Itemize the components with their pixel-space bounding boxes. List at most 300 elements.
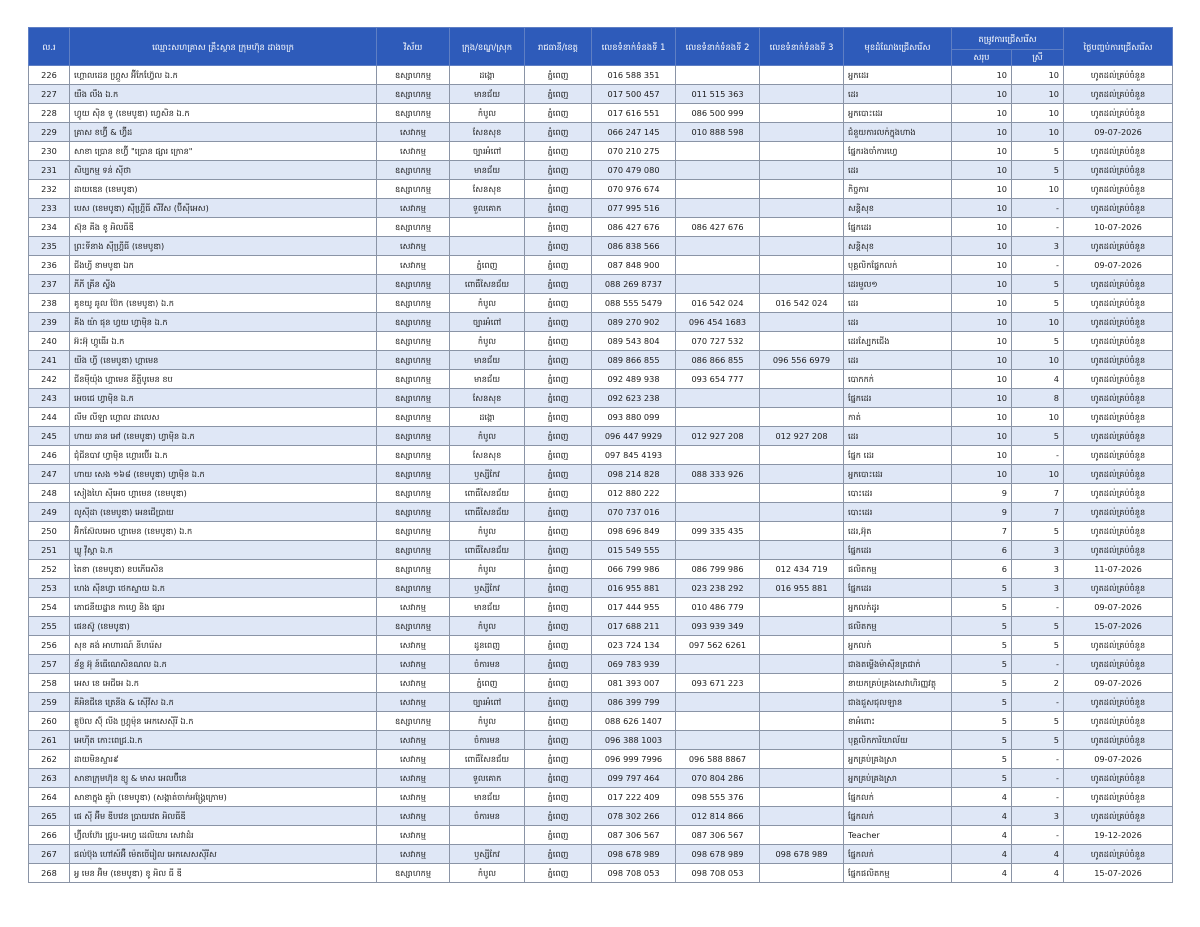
cell-deadline: ហូតដល់គ្រប់ចំនួន bbox=[1064, 788, 1173, 807]
cell-phone-1: 098 696 849 bbox=[592, 522, 676, 541]
cell-no: 248 bbox=[29, 484, 70, 503]
table-row bbox=[29, 788, 1173, 807]
cell-deadline: 15-07-2026 bbox=[1064, 864, 1173, 883]
table-row bbox=[29, 484, 1173, 503]
cell-total: 5 bbox=[952, 693, 1012, 712]
cell-district: សែនសុខ bbox=[450, 123, 525, 142]
cell-sector: សេវាកម្ម bbox=[377, 674, 450, 693]
table-row bbox=[29, 446, 1173, 465]
cell-province: ភ្នំពេញ bbox=[525, 275, 592, 294]
cell-total: 10 bbox=[952, 256, 1012, 275]
cell-sector: ឧស្សាហកម្ម bbox=[377, 313, 450, 332]
cell-company: បេស (ខេមបូឌា) ស៊ីហ្គ្រីធី សឺវីស (ប៊ីស៊ីអេស) bbox=[70, 199, 377, 218]
cell-company: គីង យ៉ា ផុន ហ្វយ ហ្វាម៉ិន ឯ.ក bbox=[70, 313, 377, 332]
cell-district: ច្បារអំពៅ bbox=[450, 693, 525, 712]
cell-deadline: ហូតដល់គ្រប់ចំនួន bbox=[1064, 66, 1173, 85]
table-row bbox=[29, 199, 1173, 218]
header-sector: វិស័យ bbox=[377, 28, 450, 66]
cell-phone-2: 093 671 223 bbox=[676, 674, 760, 693]
cell-no: 246 bbox=[29, 446, 70, 465]
cell-phone-1: 012 880 222 bbox=[592, 484, 676, 503]
cell-total: 5 bbox=[952, 731, 1012, 750]
cell-female: 5 bbox=[1012, 332, 1064, 351]
cell-female: - bbox=[1012, 218, 1064, 237]
cell-company: ហ្វ៊ីលហ៊ែរ ជ្រូប-អេហ្វ ដេលិយារ សេវាដំរ bbox=[70, 826, 377, 845]
cell-province: ភ្នំពេញ bbox=[525, 294, 592, 313]
cell-district: ឫស្សីកែវ bbox=[450, 465, 525, 484]
cell-company: យីង ហ្វី (ខេមបូឌា) ហ្គាមេន bbox=[70, 351, 377, 370]
cell-phone-1: 093 880 099 bbox=[592, 408, 676, 427]
cell-phone-3 bbox=[760, 598, 844, 617]
cell-company: អេហ៊ីត កោះពេជ្រ.ឯ.ក bbox=[70, 731, 377, 750]
cell-company: សៀងហៃ ស៊ីអេច ហ្គាមេន (ខេមបូឌា) bbox=[70, 484, 377, 503]
cell-deadline: ហូតដល់គ្រប់ចំនួន bbox=[1064, 636, 1173, 655]
header-recruit: តម្រូវការជ្រើសរើស bbox=[952, 28, 1064, 50]
cell-total: 10 bbox=[952, 123, 1012, 142]
cell-phone-2 bbox=[676, 275, 760, 294]
cell-company: ហ្វូយ ស៊ិន ទូ (ខេមបូឌា) ហ្វេសិន ឯ.ក bbox=[70, 104, 377, 123]
cell-phone-3 bbox=[760, 180, 844, 199]
cell-position: បោកកក់ bbox=[844, 370, 952, 389]
cell-position: ផ្នែកដេរ bbox=[844, 389, 952, 408]
cell-company: ហាយ សេង ១៦៨ (ខេមបូឌា) ហ្វាម៉ិន ឯ.ក bbox=[70, 465, 377, 484]
cell-phone-1: 016 955 881 bbox=[592, 579, 676, 598]
cell-phone-2 bbox=[676, 712, 760, 731]
header-phone-1: លេខទំនាក់ទំនងទី 1 bbox=[592, 28, 676, 66]
cell-position: សន្តិសុខ bbox=[844, 199, 952, 218]
cell-total: 5 bbox=[952, 674, 1012, 693]
cell-no: 232 bbox=[29, 180, 70, 199]
cell-female: 10 bbox=[1012, 313, 1064, 332]
cell-total: 10 bbox=[952, 313, 1012, 332]
cell-total: 10 bbox=[952, 104, 1012, 123]
cell-no: 251 bbox=[29, 541, 70, 560]
cell-province: ភ្នំពេញ bbox=[525, 180, 592, 199]
cell-province: ភ្នំពេញ bbox=[525, 826, 592, 845]
header-deadline: ថ្ងៃបញ្ចប់ការជ្រើសរើស bbox=[1064, 28, 1173, 66]
cell-company: អ្វ មេន អ៊ិម (ខេមបូឌា) ខូ អិល ធី ឌី bbox=[70, 864, 377, 883]
cell-phone-1: 017 688 211 bbox=[592, 617, 676, 636]
cell-total: 10 bbox=[952, 465, 1012, 484]
cell-phone-1: 096 388 1003 bbox=[592, 731, 676, 750]
cell-phone-3 bbox=[760, 731, 844, 750]
cell-female: 5 bbox=[1012, 636, 1064, 655]
cell-company: សុខ គង់ អាហារណ៍ នីហរ៉េស bbox=[70, 636, 377, 655]
cell-female: 3 bbox=[1012, 560, 1064, 579]
cell-district: កំបូល bbox=[450, 864, 525, 883]
cell-sector: ឧស្សាហកម្ម bbox=[377, 560, 450, 579]
cell-total: 6 bbox=[952, 541, 1012, 560]
cell-no: 227 bbox=[29, 85, 70, 104]
cell-phone-3 bbox=[760, 465, 844, 484]
cell-no: 240 bbox=[29, 332, 70, 351]
cell-phone-3: 098 678 989 bbox=[760, 845, 844, 864]
cell-position: អ្នកបោះដេរ bbox=[844, 104, 952, 123]
cell-sector: សេវាកម្ម bbox=[377, 807, 450, 826]
cell-no: 235 bbox=[29, 237, 70, 256]
cell-total: 10 bbox=[952, 446, 1012, 465]
cell-phone-2: 070 727 532 bbox=[676, 332, 760, 351]
cell-no: 255 bbox=[29, 617, 70, 636]
cell-female: - bbox=[1012, 788, 1064, 807]
cell-no: 266 bbox=[29, 826, 70, 845]
cell-district: ទួលគោក bbox=[450, 769, 525, 788]
cell-district: ភ្នំពេញ bbox=[450, 256, 525, 275]
cell-province: ភ្នំពេញ bbox=[525, 769, 592, 788]
cell-female: - bbox=[1012, 655, 1064, 674]
cell-position: ផ្នែក ដេរ bbox=[844, 446, 952, 465]
header-company: ឈ្មោះសហគ្រាស គ្រឹះស្ថាន ក្រុមហ៊ុន ដាងចក្រ bbox=[70, 28, 377, 66]
cell-no: 233 bbox=[29, 199, 70, 218]
cell-phone-2 bbox=[676, 237, 760, 256]
cell-no: 267 bbox=[29, 845, 70, 864]
cell-phone-3 bbox=[760, 256, 844, 275]
cell-female: - bbox=[1012, 199, 1064, 218]
cell-deadline: ហូតដល់គ្រប់ចំនួន bbox=[1064, 541, 1173, 560]
cell-female: - bbox=[1012, 769, 1064, 788]
cell-female: 4 bbox=[1012, 370, 1064, 389]
cell-sector: ឧស្សាហកម្ម bbox=[377, 503, 450, 522]
cell-total: 4 bbox=[952, 864, 1012, 883]
cell-phone-3 bbox=[760, 161, 844, 180]
cell-company: គ្រាស ខហ្វ៊ី & ហ្វ៊ីដ bbox=[70, 123, 377, 142]
cell-position: ផ្នែកដេរ bbox=[844, 218, 952, 237]
cell-district: ច្បារអំពៅ bbox=[450, 313, 525, 332]
cell-female: 5 bbox=[1012, 731, 1064, 750]
table-row bbox=[29, 674, 1173, 693]
cell-district: ភ្នំពេញ bbox=[450, 674, 525, 693]
cell-position: ផ្នែកលក់ bbox=[844, 845, 952, 864]
cell-female: 7 bbox=[1012, 484, 1064, 503]
cell-female: 7 bbox=[1012, 503, 1064, 522]
cell-deadline: ហូតដល់គ្រប់ចំនួន bbox=[1064, 693, 1173, 712]
cell-province: ភ្នំពេញ bbox=[525, 104, 592, 123]
cell-female: 4 bbox=[1012, 864, 1064, 883]
cell-deadline: ហូតដល់គ្រប់ចំនួន bbox=[1064, 142, 1173, 161]
cell-total: 10 bbox=[952, 294, 1012, 313]
cell-district bbox=[450, 826, 525, 845]
cell-phone-1: 099 797 464 bbox=[592, 769, 676, 788]
cell-phone-1: 089 543 804 bbox=[592, 332, 676, 351]
cell-phone-1: 017 222 409 bbox=[592, 788, 676, 807]
cell-female: 4 bbox=[1012, 845, 1064, 864]
cell-sector: ឧស្សាហកម្ម bbox=[377, 427, 450, 446]
cell-sector: ឧស្សាហកម្ម bbox=[377, 408, 450, 427]
cell-company: ស៊ុន គីង ខូ អិលធីឌី bbox=[70, 218, 377, 237]
cell-female: - bbox=[1012, 598, 1064, 617]
cell-no: 249 bbox=[29, 503, 70, 522]
cell-sector: សេវាកម្ម bbox=[377, 598, 450, 617]
cell-female: 5 bbox=[1012, 275, 1064, 294]
cell-female: - bbox=[1012, 446, 1064, 465]
cell-total: 10 bbox=[952, 66, 1012, 85]
cell-company: អ៊ះអ៊ុ ហ្គូធើរ ឯ.ក bbox=[70, 332, 377, 351]
cell-sector: ឧស្សាហកម្ម bbox=[377, 465, 450, 484]
cell-phone-3 bbox=[760, 370, 844, 389]
cell-female: - bbox=[1012, 826, 1064, 845]
cell-sector: សេវាកម្ម bbox=[377, 750, 450, 769]
cell-phone-1: 089 866 855 bbox=[592, 351, 676, 370]
cell-phone-1: 070 210 275 bbox=[592, 142, 676, 161]
cell-phone-2: 099 335 435 bbox=[676, 522, 760, 541]
table-row bbox=[29, 332, 1173, 351]
cell-province: ភ្នំពេញ bbox=[525, 313, 592, 332]
cell-phone-2: 010 888 598 bbox=[676, 123, 760, 142]
cell-phone-2 bbox=[676, 484, 760, 503]
cell-deadline: 09-07-2026 bbox=[1064, 674, 1173, 693]
cell-phone-3: 012 927 208 bbox=[760, 427, 844, 446]
cell-deadline: 09-07-2026 bbox=[1064, 750, 1173, 769]
cell-phone-2: 088 333 926 bbox=[676, 465, 760, 484]
cell-province: ភ្នំពេញ bbox=[525, 85, 592, 104]
cell-phone-3 bbox=[760, 541, 844, 560]
cell-deadline: ហូតដល់គ្រប់ចំនួន bbox=[1064, 731, 1173, 750]
cell-district: មានជ័យ bbox=[450, 161, 525, 180]
cell-province: ភ្នំពេញ bbox=[525, 465, 592, 484]
cell-province: ភ្នំពេញ bbox=[525, 123, 592, 142]
cell-company: ដាយមិនស្ទារ៩ bbox=[70, 750, 377, 769]
cell-district: កំបូល bbox=[450, 332, 525, 351]
cell-total: 9 bbox=[952, 503, 1012, 522]
cell-district: ពោធិ៍សែនជ័យ bbox=[450, 275, 525, 294]
cell-total: 4 bbox=[952, 826, 1012, 845]
cell-deadline: ហូតដល់គ្រប់ចំនួន bbox=[1064, 503, 1173, 522]
cell-deadline: ហូតដល់គ្រប់ចំនួន bbox=[1064, 427, 1173, 446]
cell-sector: ឧស្សាហកម្ម bbox=[377, 332, 450, 351]
cell-deadline: ហូតដល់គ្រប់ចំនួន bbox=[1064, 104, 1173, 123]
cell-phone-1: 015 549 555 bbox=[592, 541, 676, 560]
table-row bbox=[29, 408, 1173, 427]
cell-deadline: ហូតដល់គ្រប់ចំនួន bbox=[1064, 446, 1173, 465]
cell-position: អ្នកគ្រប់គ្រងស្រា bbox=[844, 750, 952, 769]
cell-district: មានជ័យ bbox=[450, 370, 525, 389]
cell-phone-3 bbox=[760, 85, 844, 104]
cell-total: 5 bbox=[952, 636, 1012, 655]
cell-phone-3 bbox=[760, 674, 844, 693]
cell-district: ទួលគោក bbox=[450, 199, 525, 218]
cell-deadline: ហូតដល់គ្រប់ចំនួន bbox=[1064, 408, 1173, 427]
cell-female: 5 bbox=[1012, 522, 1064, 541]
cell-phone-2: 086 799 986 bbox=[676, 560, 760, 579]
table-row bbox=[29, 693, 1173, 712]
table-row bbox=[29, 66, 1173, 85]
cell-position: ដេរ bbox=[844, 427, 952, 446]
cell-district: មានជ័យ bbox=[450, 598, 525, 617]
cell-deadline: ហូតដល់គ្រប់ចំនួន bbox=[1064, 655, 1173, 674]
cell-no: 243 bbox=[29, 389, 70, 408]
cell-sector: សេវាកម្ម bbox=[377, 636, 450, 655]
cell-total: 4 bbox=[952, 845, 1012, 864]
cell-position: ដេរមួល១ bbox=[844, 275, 952, 294]
cell-phone-2 bbox=[676, 256, 760, 275]
cell-province: ភ្នំពេញ bbox=[525, 579, 592, 598]
cell-position: ជាងជួសជុលឡាន bbox=[844, 693, 952, 712]
table-row bbox=[29, 389, 1173, 408]
cell-no: 254 bbox=[29, 598, 70, 617]
table-row bbox=[29, 826, 1173, 845]
cell-province: ភ្នំពេញ bbox=[525, 731, 592, 750]
cell-female: 5 bbox=[1012, 712, 1064, 731]
cell-total: 10 bbox=[952, 408, 1012, 427]
cell-female: 2 bbox=[1012, 674, 1064, 693]
cell-province: ភ្នំពេញ bbox=[525, 446, 592, 465]
cell-company: គ្លូប៊ល ស៊ុ៍ លីង ហ្គ្រុម៉ុន អេកសេស៊ីរី ឯ.ក bbox=[70, 712, 377, 731]
cell-sector: ឧស្សាហកម្ម bbox=[377, 161, 450, 180]
cell-province: ភ្នំពេញ bbox=[525, 484, 592, 503]
cell-district bbox=[450, 237, 525, 256]
cell-district: កំបូល bbox=[450, 560, 525, 579]
cell-phone-1: 069 783 939 bbox=[592, 655, 676, 674]
cell-sector: សេវាកម្ម bbox=[377, 237, 450, 256]
cell-sector: ឧស្សាហកម្ម bbox=[377, 617, 450, 636]
cell-phone-3 bbox=[760, 617, 844, 636]
cell-female: 10 bbox=[1012, 123, 1064, 142]
cell-position: ខាអំពោះ bbox=[844, 712, 952, 731]
cell-province: ភ្នំពេញ bbox=[525, 142, 592, 161]
cell-province: ភ្នំពេញ bbox=[525, 218, 592, 237]
cell-phone-3 bbox=[760, 332, 844, 351]
cell-province: ភ្នំពេញ bbox=[525, 370, 592, 389]
cell-company: ភោជនីយដ្ឋាន កាហ្វេ និង ផ្សារ bbox=[70, 598, 377, 617]
cell-no: 268 bbox=[29, 864, 70, 883]
cell-total: 10 bbox=[952, 237, 1012, 256]
cell-position: ផ្នែកលក់ bbox=[844, 788, 952, 807]
cell-phone-3: 016 955 881 bbox=[760, 579, 844, 598]
header-total: សរុប bbox=[952, 50, 1012, 66]
cell-phone-2 bbox=[676, 142, 760, 161]
cell-phone-3 bbox=[760, 408, 844, 427]
cell-province: ភ្នំពេញ bbox=[525, 522, 592, 541]
cell-sector: ឧស្សាហកម្ម bbox=[377, 370, 450, 389]
cell-phone-1: 017 500 457 bbox=[592, 85, 676, 104]
cell-province: ភ្នំពេញ bbox=[525, 712, 592, 731]
table-row bbox=[29, 636, 1173, 655]
cell-position: ផលិតកម្ម bbox=[844, 617, 952, 636]
cell-phone-1: 096 999 7996 bbox=[592, 750, 676, 769]
cell-position: អ្នកលក់ bbox=[844, 636, 952, 655]
cell-phone-2: 011 515 363 bbox=[676, 85, 760, 104]
cell-total: 10 bbox=[952, 142, 1012, 161]
cell-sector: សេវាកម្ម bbox=[377, 655, 450, 674]
cell-province: ភ្នំពេញ bbox=[525, 332, 592, 351]
cell-deadline: ហូតដល់គ្រប់ចំនួន bbox=[1064, 180, 1173, 199]
cell-phone-1: 088 626 1407 bbox=[592, 712, 676, 731]
cell-phone-3: 096 556 6979 bbox=[760, 351, 844, 370]
cell-phone-2 bbox=[676, 541, 760, 560]
cell-no: 253 bbox=[29, 579, 70, 598]
cell-no: 241 bbox=[29, 351, 70, 370]
cell-position: ដេរស្បែកជើង bbox=[844, 332, 952, 351]
cell-sector: ឧស្សាហកម្ម bbox=[377, 218, 450, 237]
cell-district: មានជ័យ bbox=[450, 85, 525, 104]
cell-phone-2 bbox=[676, 199, 760, 218]
cell-total: 10 bbox=[952, 332, 1012, 351]
cell-district: ចំការមន bbox=[450, 807, 525, 826]
cell-phone-1: 092 623 238 bbox=[592, 389, 676, 408]
cell-phone-3 bbox=[760, 864, 844, 883]
table-row bbox=[29, 598, 1173, 617]
cell-deadline: ហូតដល់គ្រប់ចំនួន bbox=[1064, 237, 1173, 256]
cell-company: ជីនម៉ីយ៉ុង ហ្គាមេន នីត្ទីបូមេន ខប bbox=[70, 370, 377, 389]
cell-sector: ឧស្សាហកម្ម bbox=[377, 180, 450, 199]
cell-no: 226 bbox=[29, 66, 70, 85]
header-province: រាជធានី/ខេត្ត bbox=[525, 28, 592, 66]
cell-company: គូខយូ ឆូល ប៊ែក (ខេមបូឌា) ឯ.ក bbox=[70, 294, 377, 313]
cell-phone-3 bbox=[760, 389, 844, 408]
cell-province: ភ្នំពេញ bbox=[525, 161, 592, 180]
table-row bbox=[29, 465, 1173, 484]
cell-female: 10 bbox=[1012, 85, 1064, 104]
cell-phone-3 bbox=[760, 484, 844, 503]
cell-total: 4 bbox=[952, 807, 1012, 826]
table-row bbox=[29, 142, 1173, 161]
cell-deadline: ហូតដល់គ្រប់ចំនួន bbox=[1064, 807, 1173, 826]
table-row bbox=[29, 560, 1173, 579]
cell-sector: ឧស្សាហកម្ម bbox=[377, 294, 450, 313]
cell-phone-3 bbox=[760, 693, 844, 712]
cell-company: ផល់ប៊ុង ហៅស៍អ៊ឺ ម៉េតចើរៀល អេកសេសស៊ីរីស bbox=[70, 845, 377, 864]
cell-province: ភ្នំពេញ bbox=[525, 655, 592, 674]
cell-sector: សេវាកម្ម bbox=[377, 788, 450, 807]
cell-position: អ្នកគ្រប់គ្រងស្រា bbox=[844, 769, 952, 788]
cell-deadline: ហូតដល់គ្រប់ចំនួន bbox=[1064, 465, 1173, 484]
cell-phone-1: 017 444 955 bbox=[592, 598, 676, 617]
cell-total: 10 bbox=[952, 389, 1012, 408]
cell-deadline: 19-12-2026 bbox=[1064, 826, 1173, 845]
cell-no: 239 bbox=[29, 313, 70, 332]
cell-female: 5 bbox=[1012, 617, 1064, 636]
cell-female: 5 bbox=[1012, 294, 1064, 313]
cell-total: 7 bbox=[952, 522, 1012, 541]
cell-district: ឫស្សីកែវ bbox=[450, 845, 525, 864]
cell-phone-1: 089 270 902 bbox=[592, 313, 676, 332]
cell-company: ព្រះទីនាង ស៊ីហ្គ្រីធី (ខេមបូឌា) bbox=[70, 237, 377, 256]
cell-position: Teacher bbox=[844, 826, 952, 845]
table-row bbox=[29, 104, 1173, 123]
cell-no: 263 bbox=[29, 769, 70, 788]
cell-phone-1: 086 427 676 bbox=[592, 218, 676, 237]
cell-total: 9 bbox=[952, 484, 1012, 503]
cell-no: 229 bbox=[29, 123, 70, 142]
cell-company: ភីភី គ្រីន ស្វីង bbox=[70, 275, 377, 294]
header-phone-3: លេខទំនាក់ទំនងទី 3 bbox=[760, 28, 844, 66]
cell-female: 10 bbox=[1012, 465, 1064, 484]
cell-position: ផលិតកម្ម bbox=[844, 560, 952, 579]
table-row bbox=[29, 218, 1173, 237]
cell-phone-1: 098 678 989 bbox=[592, 845, 676, 864]
cell-phone-3 bbox=[760, 123, 844, 142]
cell-district: សែនសុខ bbox=[450, 180, 525, 199]
cell-deadline: ហូតដល់គ្រប់ចំនួន bbox=[1064, 85, 1173, 104]
cell-phone-3 bbox=[760, 750, 844, 769]
cell-total: 5 bbox=[952, 579, 1012, 598]
cell-phone-3 bbox=[760, 199, 844, 218]
cell-phone-1: 088 555 5479 bbox=[592, 294, 676, 313]
cell-province: ភ្នំពេញ bbox=[525, 408, 592, 427]
cell-phone-1: 096 447 9929 bbox=[592, 427, 676, 446]
cell-province: ភ្នំពេញ bbox=[525, 674, 592, 693]
cell-total: 10 bbox=[952, 370, 1012, 389]
cell-position: បោះដេរ bbox=[844, 484, 952, 503]
cell-phone-1: 092 489 938 bbox=[592, 370, 676, 389]
cell-phone-3 bbox=[760, 218, 844, 237]
cell-company: សាខា ប្រោន ខហ្វ៊ី "ប្រោន ផ្សារ ក្រោន" bbox=[70, 142, 377, 161]
cell-sector: ឧស្សាហកម្ម bbox=[377, 484, 450, 503]
cell-phone-3 bbox=[760, 788, 844, 807]
cell-total: 10 bbox=[952, 275, 1012, 294]
cell-district: មានជ័យ bbox=[450, 788, 525, 807]
cell-no: 228 bbox=[29, 104, 70, 123]
